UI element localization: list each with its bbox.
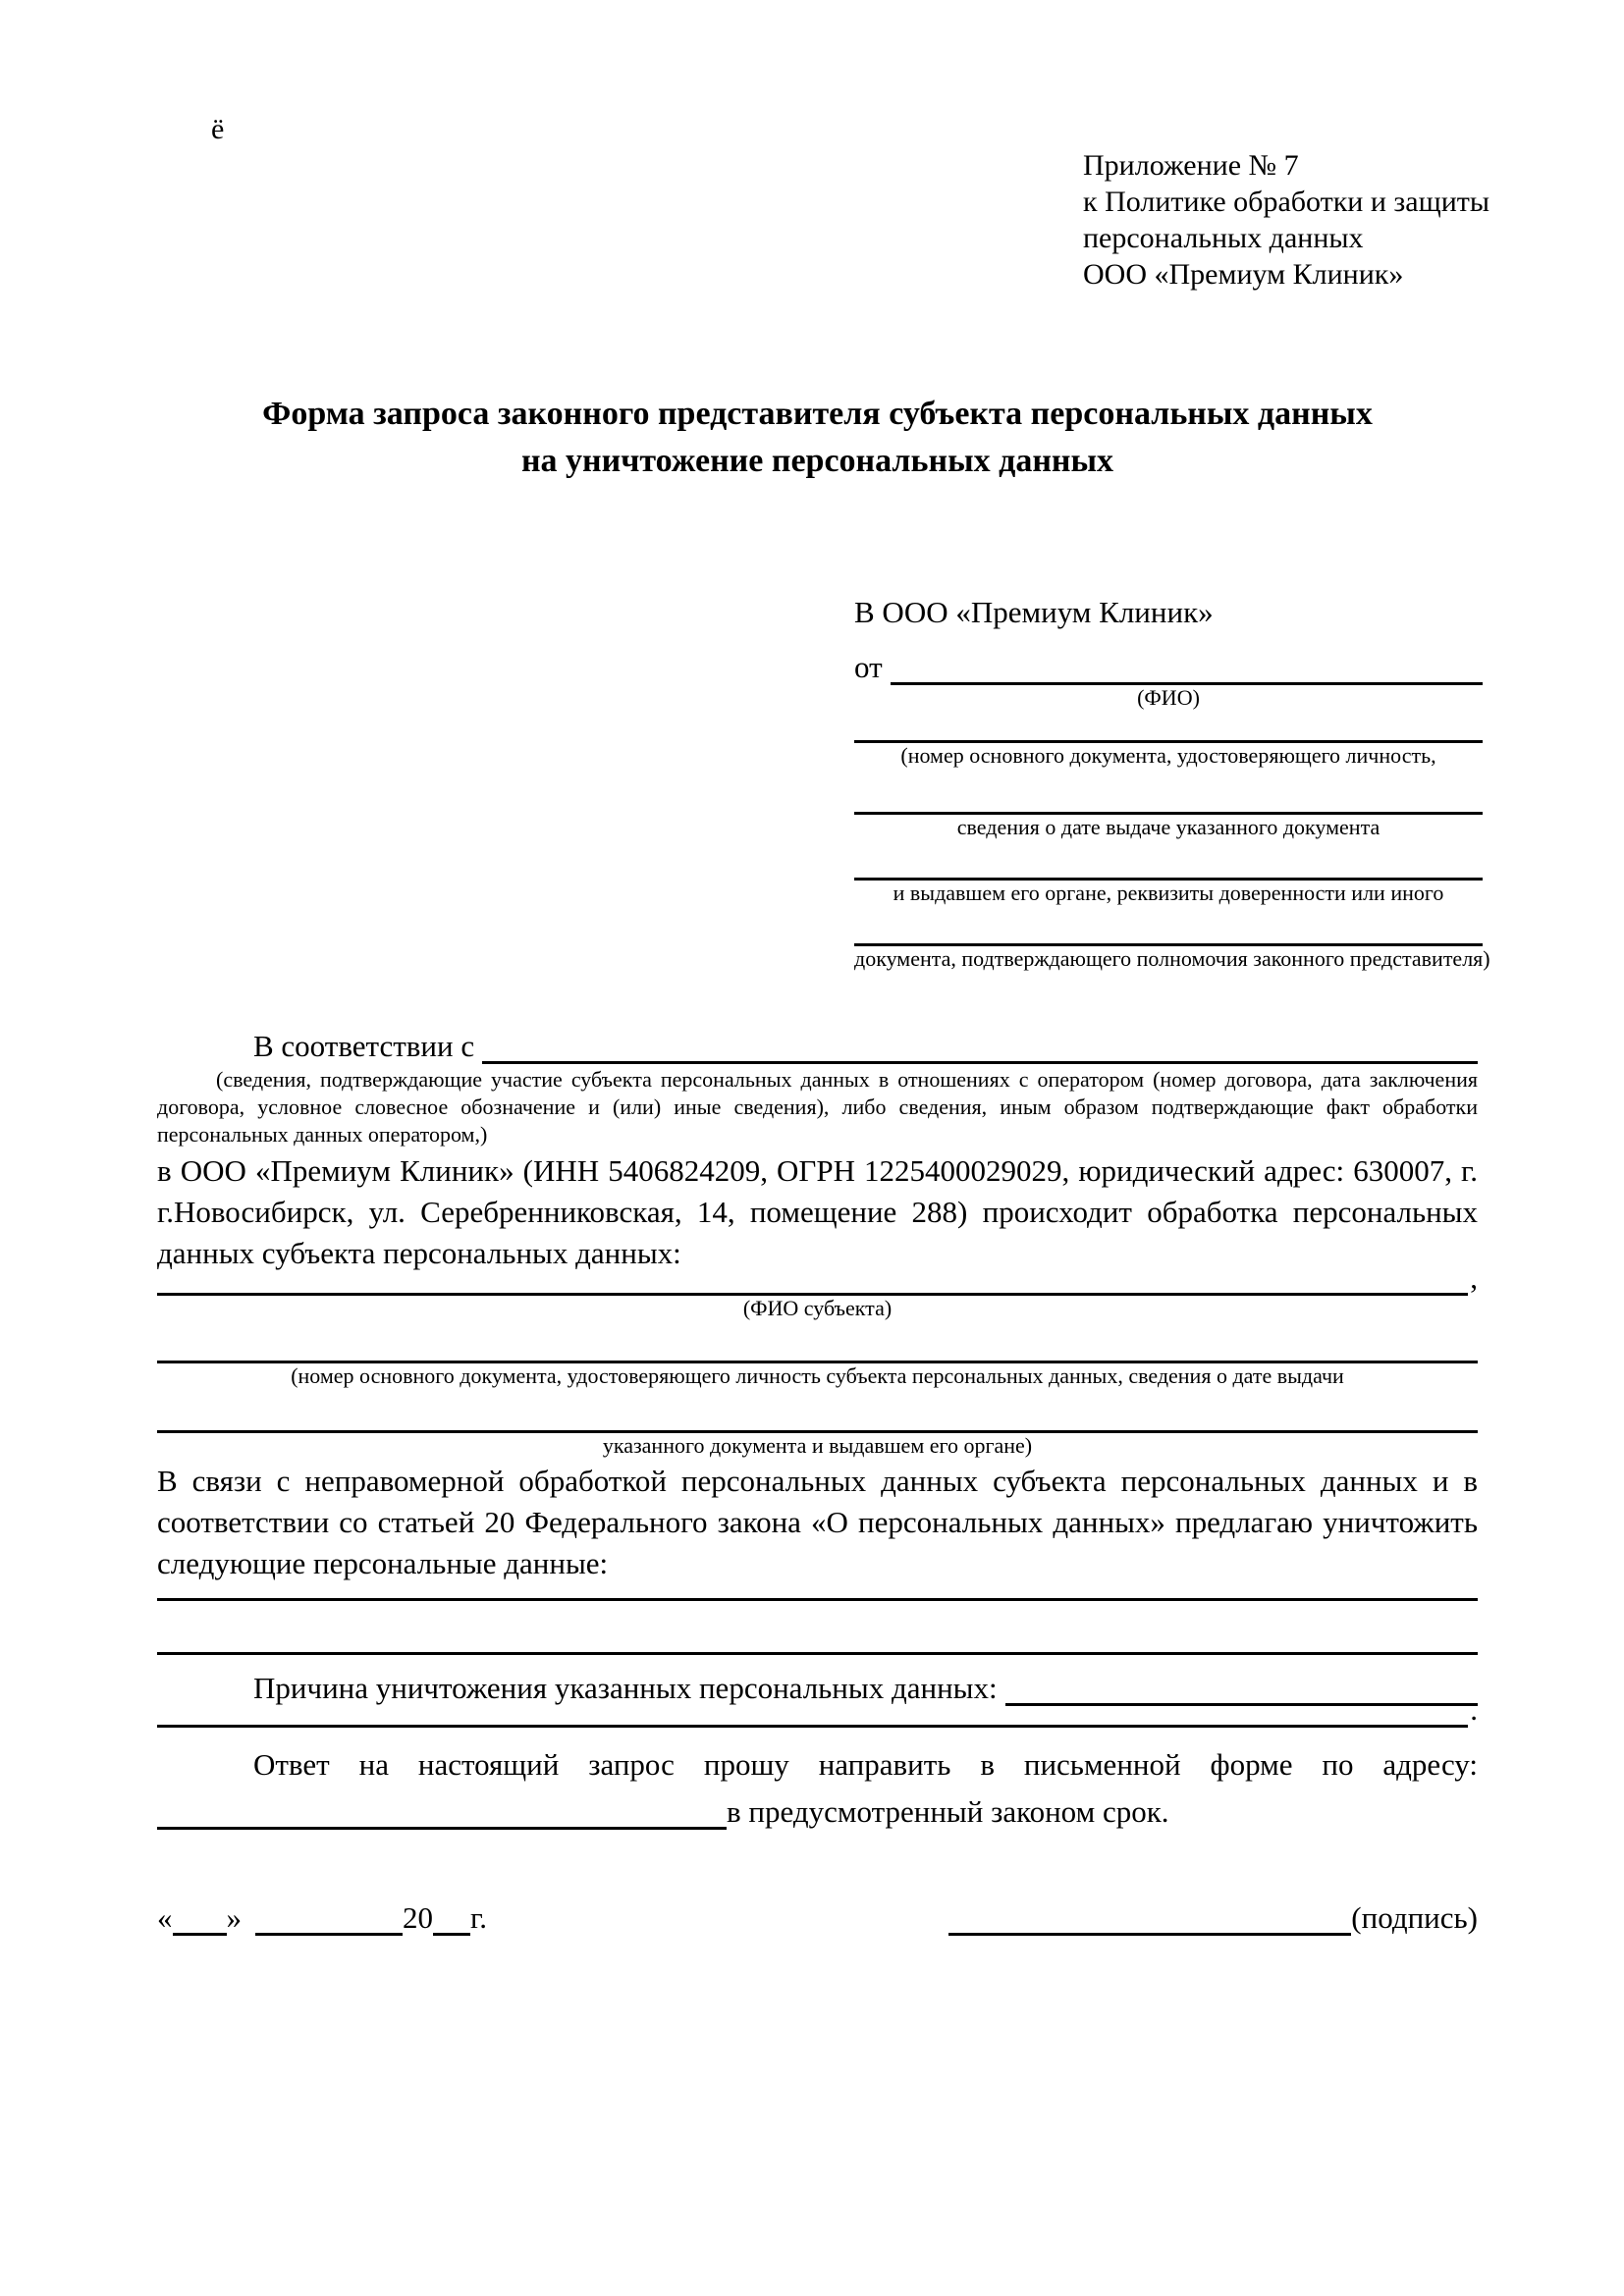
appendix-note-line: к Политике обработки и защиты: [1083, 186, 1490, 218]
subject-fio-caption: (ФИО субъекта): [742, 1296, 893, 1320]
signature-group: [948, 1900, 1478, 1936]
issue-date-fill-in-line: [854, 769, 1483, 815]
date-group: [157, 1900, 487, 1936]
subject-document-caption-2: указанного документа и выдавшем его органе): [602, 1433, 1033, 1458]
authority-document-caption: документа, подтверждающего полномочия законного представителя): [854, 946, 1490, 971]
destruction-reason-continuation-row: [157, 1692, 1478, 1728]
response-address-fill-in-line: [157, 1823, 727, 1830]
document-number-caption: (номер основного документа, удостоверяющего личность,: [900, 743, 1436, 768]
period-suffix: .: [1470, 1692, 1478, 1727]
authority-document-fill-in-line: [854, 906, 1483, 946]
signature-caption: (подпись): [1351, 1900, 1478, 1935]
date-month-fill-in-line: [255, 1929, 403, 1936]
issuing-authority-fill-in-line: [854, 840, 1483, 881]
accordance-row: [157, 1019, 1478, 1064]
subject-document-caption-1: (номер основного документа, удостоверяющего личность субъекта персональных данных, сведения о дате выдачи: [291, 1363, 1344, 1388]
appendix-note-line: Приложение № 7: [1083, 149, 1299, 182]
operator-paragraph: в ООО «Премиум Клиник» (ИНН 5406824209, ОГРН 1225400029029, юридический адрес: 630007, г. г.Новосибирск, ул. Серебренниковская, 14, помещение 288) происходит обработка персональных данных субъекта персональных данных:: [157, 1153, 1478, 1270]
date-day-fill-in-line: [173, 1929, 227, 1936]
addressee-from-row: [854, 640, 1483, 685]
year-fill-in-line: [433, 1929, 470, 1936]
unlawful-processing-paragraph: В связи с неправомерной обработкой персональных данных субъекта персональных данных и в соответствии со статьей 20 Федерального закона «О персональных данных» предлагаю уничтожить следующие персональные данные:: [157, 1464, 1478, 1580]
document-content: [157, 0, 1490, 1936]
year-prefix: 20: [403, 1900, 433, 1935]
document-title-line1: Форма запроса законного представителя субъекта персональных данных: [262, 396, 1373, 432]
document-number-fill-in-line: [854, 711, 1483, 743]
destruction-reason-label: Причина уничтожения указанных персональных данных:: [253, 1671, 998, 1705]
year-suffix: г.: [470, 1900, 487, 1935]
accordance-fill-in-line: [482, 1057, 1478, 1064]
issuing-authority-caption: и выдавшем его органе, реквизиты доверенности или иного: [893, 881, 1444, 905]
response-address-row: [157, 1787, 1478, 1830]
comma-suffix: ,: [1470, 1260, 1478, 1295]
data-to-destroy-fill-in-line-2: [157, 1601, 1478, 1655]
date-signature-row: [157, 1891, 1478, 1936]
subject-fio-fill-in-line: [157, 1289, 1468, 1296]
subject-document-fill-in-line-2: [157, 1389, 1478, 1433]
addressee-block: [854, 595, 1490, 972]
data-to-destroy-fill-in-line-1: [157, 1584, 1478, 1601]
document-title-line2: на уничтожение персональных данных: [520, 443, 1114, 479]
destruction-reason-fill-in-line-2: [157, 1721, 1468, 1728]
appendix-note-line: персональных данных: [1083, 222, 1364, 254]
accordance-label: В соответствии с: [253, 1029, 475, 1063]
destruction-reason-fill-in-line: [1005, 1699, 1478, 1706]
addressee-to: В ООО «Премиум Клиник»: [854, 595, 1214, 629]
appendix-note-line: ООО «Премиум Клиник»: [1083, 258, 1404, 291]
issue-date-caption: сведения о дате выдаче указанного документа: [956, 815, 1380, 839]
subject-fio-row: [157, 1260, 1478, 1296]
fio-caption: (ФИО): [1137, 685, 1200, 710]
signature-fill-in-line: [948, 1929, 1351, 1936]
fio-fill-in-line: [891, 678, 1483, 685]
from-label: от: [854, 650, 883, 684]
response-tail-text: в предусмотренный законом срок.: [727, 1794, 1169, 1829]
response-request-line: Ответ на настоящий запрос прошу направить в письменной форме по адресу:: [253, 1747, 1478, 1782]
destruction-reason-row: [157, 1663, 1478, 1706]
date-quote-open: «: [157, 1900, 173, 1935]
subject-document-fill-in-line: [157, 1321, 1478, 1363]
date-quote-close: »: [226, 1900, 242, 1935]
document-title: [157, 391, 1478, 485]
stray-character: ё: [211, 113, 225, 145]
accordance-note: (сведения, подтверждающие участие субъекта персональных данных в отношениях с оператором (номер договора, дата заключения договора, условное словесное обозначение и (или) иные сведения), либо сведения, иным образом подтверждающие факт обработки персональных данных оператором,): [157, 1067, 1478, 1147]
